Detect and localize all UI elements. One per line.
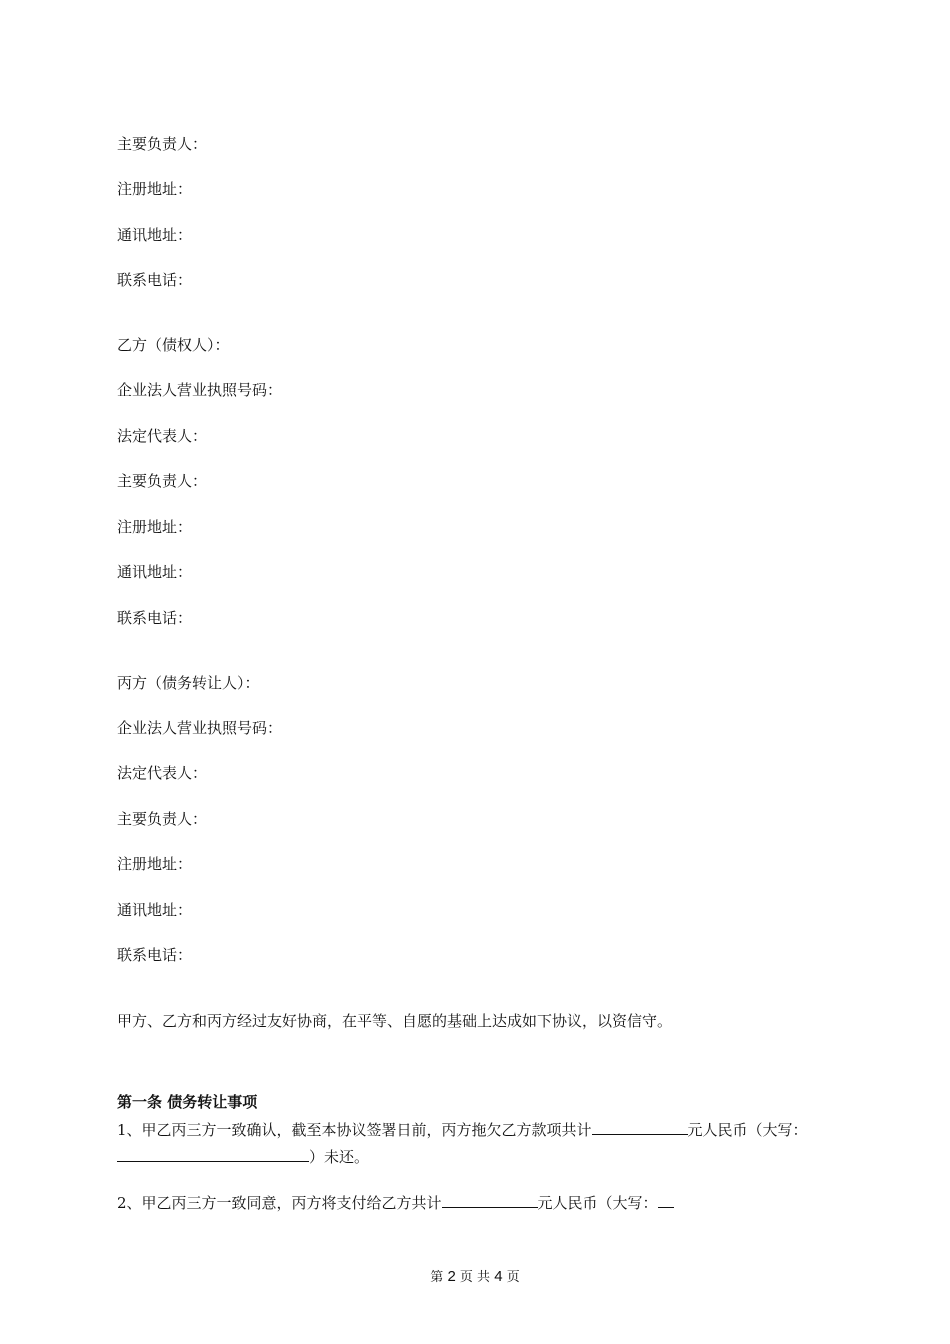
clause-1-text-c: ）未还。 bbox=[309, 1148, 370, 1166]
party-c-principal: 主要负责人： bbox=[117, 810, 208, 828]
party-c-legal-rep: 法定代表人： bbox=[117, 764, 208, 782]
article-1-clause-1-line-2 bbox=[117, 1147, 369, 1167]
amount-in-words-blank[interactable] bbox=[117, 1147, 309, 1162]
intro-paragraph: 甲方、乙方和丙方经过友好协商，在平等、自愿的基础上达成如下协议，以资信守。 bbox=[117, 1012, 673, 1030]
party-a-registered-address: 注册地址： bbox=[117, 180, 193, 198]
party-b-license-no: 企业法人营业执照号码： bbox=[117, 381, 283, 399]
party-a-mailing-address: 通讯地址： bbox=[117, 226, 193, 244]
party-b-registered-address: 注册地址： bbox=[117, 518, 193, 536]
clause-1-text-a: 1、甲乙丙三方一致确认，截至本协议签署日前，丙方拖欠乙方款项共计 bbox=[117, 1121, 592, 1139]
party-c-mailing-address: 通讯地址： bbox=[117, 901, 193, 919]
total-page-number: 4 bbox=[494, 1268, 503, 1285]
article-1-title: 第一条 债务转让事项 bbox=[117, 1093, 258, 1111]
current-page-number: 2 bbox=[447, 1268, 456, 1285]
party-c-phone: 联系电话： bbox=[117, 946, 193, 964]
party-b-heading: 乙方（债权人）： bbox=[117, 336, 230, 354]
party-c-registered-address: 注册地址： bbox=[117, 855, 193, 873]
party-b-principal: 主要负责人： bbox=[117, 472, 208, 490]
footer-suffix: 页 bbox=[506, 1270, 520, 1285]
clause-2-text-b: 元人民币（大写： bbox=[537, 1194, 658, 1212]
party-b-legal-rep: 法定代表人： bbox=[117, 427, 208, 445]
party-c-license-no: 企业法人营业执照号码： bbox=[117, 719, 283, 737]
amount-blank[interactable] bbox=[592, 1120, 688, 1135]
payment-amount-in-words-blank[interactable] bbox=[658, 1193, 674, 1208]
clause-1-text-b: 元人民币（大写： bbox=[687, 1121, 808, 1139]
footer-middle: 页 共 bbox=[459, 1270, 491, 1285]
clause-2-text-a: 2、甲乙丙三方一致同意，丙方将支付给乙方共计 bbox=[117, 1194, 442, 1212]
party-b-mailing-address: 通讯地址： bbox=[117, 563, 193, 581]
party-a-phone: 联系电话： bbox=[117, 271, 193, 289]
article-1-clause-1-line-1 bbox=[117, 1120, 808, 1140]
payment-amount-blank[interactable] bbox=[442, 1193, 538, 1208]
party-c-heading: 丙方（债务转让人）： bbox=[117, 674, 260, 692]
footer-prefix: 第 bbox=[430, 1270, 444, 1285]
party-a-principal: 主要负责人： bbox=[117, 135, 208, 153]
article-1-clause-2 bbox=[117, 1193, 674, 1213]
page-footer bbox=[0, 1268, 950, 1287]
party-b-phone: 联系电话： bbox=[117, 609, 193, 627]
